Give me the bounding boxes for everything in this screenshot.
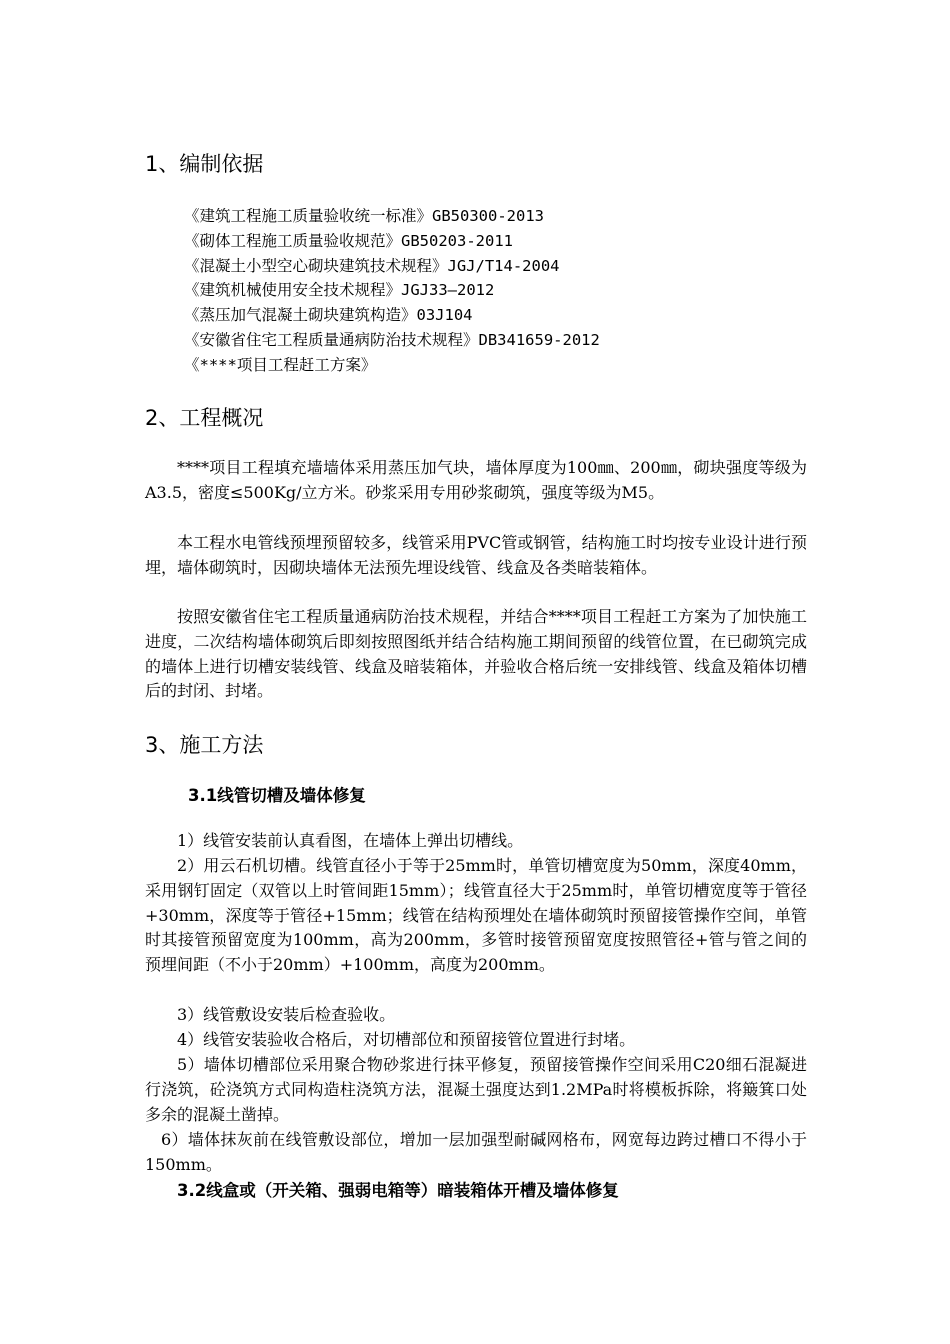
section-3-title: 3、施工方法 — [145, 733, 264, 757]
overview-paragraph: ****项目工程填充墙墙体采用蒸压加气块，墙体厚度为100㎜、200㎜，砌块强度等级为A3.5，密度≤500Kg/立方米。砂浆采用专用砂浆砌筑，强度等级为M5。 — [145, 458, 807, 502]
reference-list — [184, 204, 600, 378]
method-step: 6）墙体抹灰前在线管敷设部位，增加一层加强型耐碱网格布，网宽每边跨过槽口不得小于150mm。 — [145, 1130, 807, 1174]
reference-item: 《建筑机械使用安全技术规程》JGJ33—2012 — [184, 281, 495, 300]
method-step: 1）线管安装前认真看图，在墙体上弹出切槽线。 — [177, 831, 524, 850]
reference-item: 《****项目工程赶工方案》 — [184, 355, 377, 374]
method-step: 4）线管安装验收合格后，对切槽部位和预留接管位置进行封堵。 — [177, 1030, 636, 1049]
section-2-title: 2、工程概况 — [145, 406, 264, 430]
reference-item: 《蒸压加气混凝土砌块建筑构造》03J104 — [184, 306, 473, 325]
overview-paragraph: 按照安徽省住宅工程质量通病防治技术规程，并结合****项目工程赶工方案为了加快施工进度，二次结构墙体砌筑后即刻按照图纸并结合结构施工期间预留的线管位置，在已砌筑完成的墙体上进行切槽安装线管、线盒及暗装箱体，并验收合格后统一安排线管、线盒及箱体切槽后的封闭、封堵。 — [145, 607, 807, 701]
reference-item: 《建筑工程施工质量验收统一标准》GB50300-2013 — [184, 207, 544, 225]
method-step: 2）用云石机切槽。线管直径小于等于25mm时，单管切槽宽度为50mm，深度40mm，采用钢钉固定（双管以上时管间距15mm）；线管直径大于25mm时，单管切槽宽度等于管径+30mm，深度等于管径+15mm；线管在结构预埋处在墙体砌筑时预留接管操作空间，单管时其接管预留宽度为100mm，高为200mm，多管时接管预留宽度按照管径+管与管之间的预埋间距（不小于20mm）+100mm，高度为200mm。 — [145, 856, 807, 975]
overview-paragraph: 本工程水电管线预埋预留较多，线管采用PVC管或钢管，结构施工时均按专业设计进行预埋，墙体砌筑时，因砌块墙体无法预先埋设线管、线盒及各类暗装箱体。 — [145, 533, 807, 577]
reference-item: 《安徽省住宅工程质量通病防治技术规程》DB341659-2012 — [184, 330, 600, 349]
section-1-title: 1、编制依据 — [145, 152, 264, 176]
subsection-3-1-title: 3.1线管切槽及墙体修复 — [188, 786, 366, 805]
reference-item: 《混凝土小型空心砌块建筑技术规程》JGJ/T14-2004 — [184, 256, 560, 275]
subsection-3-2-title: 3.2线盒或（开关箱、强弱电箱等）暗装箱体开槽及墙体修复 — [177, 1181, 619, 1200]
method-step: 3）线管敷设安装后检查验收。 — [177, 1005, 396, 1024]
method-step: 5）墙体切槽部位采用聚合物砂浆进行抹平修复，预留接管操作空间采用C20细石混凝进行浇筑，砼浇筑方式同构造柱浇筑方法，混凝土强度达到1.2MPa时将模板拆除，将簸箕口处多余的混凝土凿掉。 — [145, 1055, 807, 1124]
reference-item: 《砌体工程施工质量验收规范》GB50203-2011 — [184, 231, 513, 250]
